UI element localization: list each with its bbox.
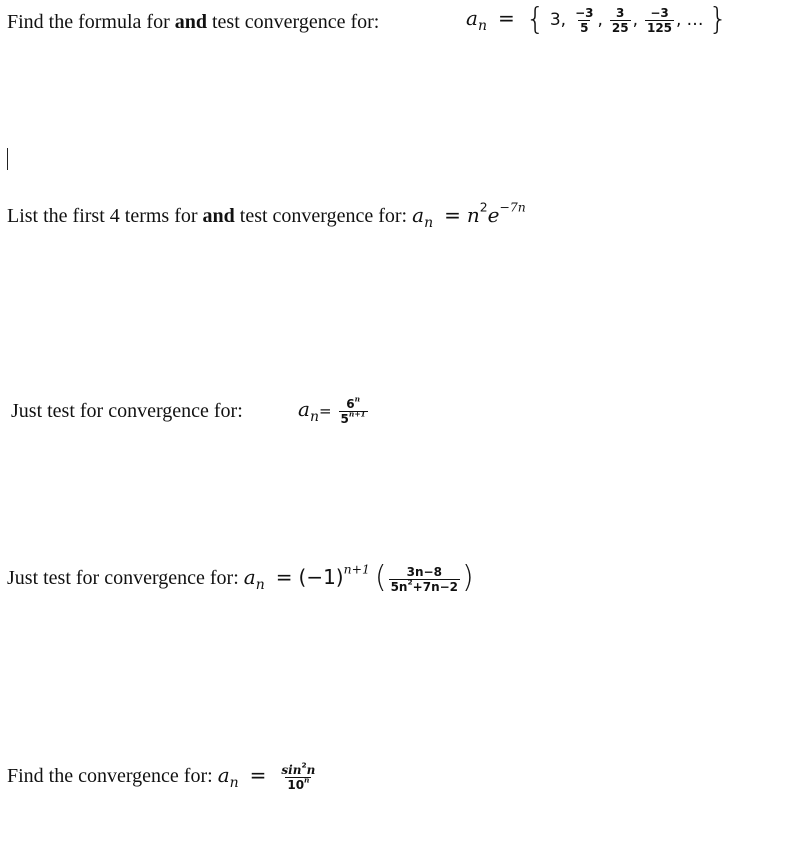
den-exp: n+1 — [348, 409, 366, 419]
sequence-term-4 — [645, 6, 674, 35]
comma: , — [676, 10, 682, 31]
problem-5-text: Find the convergence for: — [7, 765, 218, 788]
problem-1-prefix: Find the formula for — [7, 11, 175, 33]
frac-num: 3n−8 — [406, 565, 442, 579]
num-base: 6 — [346, 397, 355, 411]
sequence-term-2 — [573, 6, 595, 35]
problem-4-text: Just test for convergence for: — [7, 567, 244, 590]
problem-4-sub: n — [255, 577, 265, 594]
problem-2-sub: n — [424, 215, 434, 231]
problem-2-equals: = — [444, 203, 461, 227]
comma: , — [632, 10, 638, 31]
sequence-term-3 — [610, 6, 631, 35]
problem-4-factor-exp: n+1 — [343, 561, 370, 577]
sequence-first-term: 3, — [549, 10, 567, 31]
problem-2-bold: and — [202, 205, 235, 227]
right-paren: ) — [462, 560, 474, 596]
left-brace: { — [525, 2, 545, 38]
problem-2-base-n: n — [466, 203, 480, 227]
problem-3-lhs: a — [298, 397, 310, 422]
problem-1-bold: and — [174, 11, 207, 33]
den-exp: n — [304, 775, 310, 785]
frac-den: 125 — [646, 21, 673, 35]
problem-1 — [7, 10, 379, 34]
problem-2 — [7, 199, 526, 235]
ellipsis: … — [686, 10, 704, 31]
frac-den — [339, 411, 368, 426]
frac-num: −3 — [575, 6, 594, 20]
problem-3-formula — [298, 394, 370, 429]
problem-2-suffix: test convergence for: — [234, 205, 413, 227]
frac-den — [389, 579, 460, 594]
problem-1-formula — [466, 2, 728, 38]
problem-3-text: Just test for convergence for: — [11, 400, 243, 422]
comma: , — [597, 10, 603, 31]
problem-4 — [7, 560, 474, 597]
problem-2-lhs: a — [412, 203, 425, 227]
den-base: 5n — [390, 580, 408, 594]
problem-1-sub: n — [477, 18, 487, 35]
problem-3-equals: = — [318, 402, 332, 421]
problem-5-equals: = — [249, 763, 267, 788]
problem-2-base-e: e — [487, 203, 500, 227]
den-base: 10 — [287, 778, 305, 792]
problem-4-lhs: a — [243, 565, 256, 590]
den-rest: +7n−2 — [412, 580, 459, 594]
problem-5-lhs: a — [217, 763, 230, 788]
problem-5-sub: n — [229, 775, 239, 792]
problem-4-equals: = — [275, 565, 293, 590]
problem-4-fraction — [389, 565, 460, 594]
problem-3 — [11, 399, 243, 423]
problem-2-prefix: List the first 4 terms for — [7, 205, 203, 227]
num-base: sin — [281, 763, 302, 777]
problem-1-lhs: a — [466, 6, 478, 31]
den-exp: 2 — [407, 577, 413, 587]
problem-5 — [7, 760, 319, 795]
num-var: n — [306, 763, 316, 777]
frac-num: −3 — [650, 6, 669, 20]
problem-4-factor: (−1) — [298, 565, 344, 590]
problem-3-fraction — [339, 394, 368, 426]
problem-1-equals: = — [497, 6, 515, 31]
problem-3-sub: n — [309, 409, 319, 426]
left-paren: ( — [374, 560, 387, 596]
frac-den: 25 — [611, 21, 629, 35]
problem-1-suffix: test convergence for: — [207, 11, 380, 33]
problem-5-fraction — [279, 760, 317, 792]
frac-num — [279, 760, 317, 777]
frac-den: 5 — [580, 21, 589, 35]
problem-2-exp-e: −7n — [499, 199, 526, 215]
num-exp: 2 — [301, 760, 307, 770]
frac-den — [285, 777, 311, 792]
text-cursor — [7, 148, 8, 170]
num-exp: n — [354, 394, 361, 404]
problem-2-exp-2: 2 — [479, 199, 488, 215]
right-brace: } — [708, 2, 728, 38]
den-base: 5 — [340, 412, 349, 426]
frac-num: 3 — [616, 6, 625, 20]
